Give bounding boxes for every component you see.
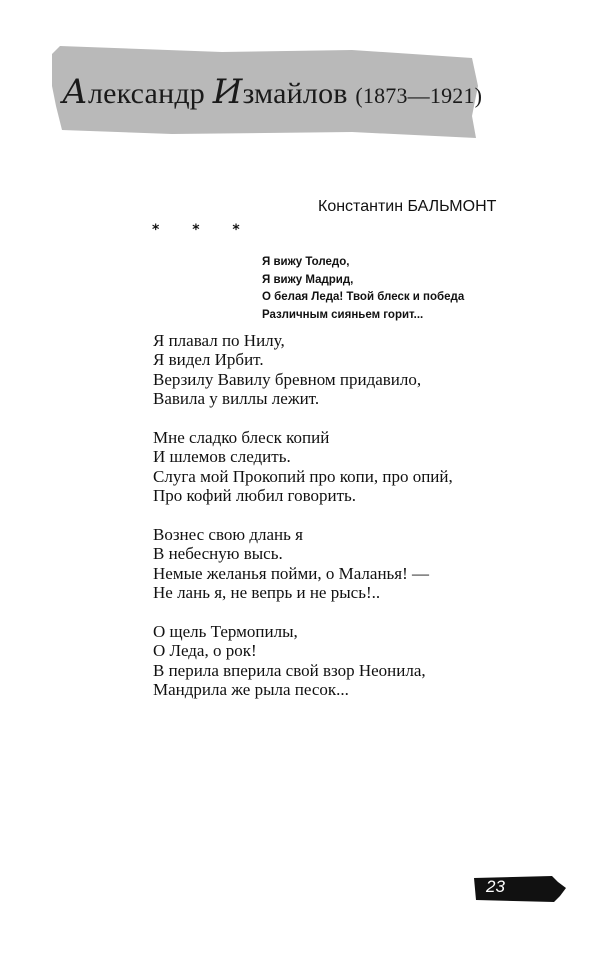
poem-line: Не лань я, не вепрь и не рысь!.. bbox=[153, 583, 381, 603]
epigraph-line: О белая Леда! Твой блеск и победа bbox=[262, 291, 465, 303]
author-last-rest: змайлов bbox=[242, 77, 356, 110]
poem-line: Мне сладко блеск копий bbox=[153, 428, 330, 448]
parodied-author: Константин БАЛЬМОНТ bbox=[318, 198, 497, 215]
stanza-2 bbox=[153, 428, 453, 506]
poem-line: Слуга мой Прокопий про копи, про опий, bbox=[153, 466, 453, 486]
author-last-initial: И bbox=[212, 72, 243, 112]
author-years: (1873—1921) bbox=[355, 83, 483, 108]
page-number: 23 bbox=[486, 877, 505, 896]
stanza-4 bbox=[153, 622, 453, 700]
poem-line: Мандрила же рыла песок... bbox=[153, 680, 349, 700]
poem-line: Вавила у виллы лежит. bbox=[153, 389, 320, 409]
asterisks-divider: * * * bbox=[152, 222, 254, 238]
poem-body bbox=[153, 331, 453, 719]
epigraph-line: Я вижу Толедо, bbox=[262, 256, 350, 268]
epigraph bbox=[262, 254, 464, 324]
author-title bbox=[62, 72, 482, 112]
poem-line: Я плавал по Нилу, bbox=[153, 331, 285, 350]
poem-line: Про кофий любил говорить. bbox=[153, 486, 357, 506]
author-first-rest: лександр bbox=[87, 77, 213, 110]
stanza-3 bbox=[153, 525, 453, 603]
poem-line: О щель Термопилы, bbox=[153, 622, 298, 642]
poem-line: Вознес свою длань я bbox=[153, 525, 303, 545]
poem-line: Немые желанья пойми, о Маланья! — bbox=[153, 563, 430, 583]
epigraph-line: Различным сияньем горит... bbox=[262, 308, 424, 321]
poem-line: Верзилу Вавилу бревном придавило, bbox=[153, 369, 422, 389]
poem-line: В перила вперила свой взор Неонила, bbox=[153, 660, 426, 680]
stanza-1 bbox=[153, 331, 453, 409]
poem-line: В небесную высь. bbox=[153, 544, 283, 564]
poem-line: О Леда, о рок! bbox=[153, 641, 257, 661]
epigraph-line: Я вижу Мадрид, bbox=[262, 273, 354, 286]
poem-line: И шлемов следить. bbox=[153, 447, 291, 467]
poem-line: Я видел Ирбит. bbox=[153, 350, 264, 370]
author-first-initial: А bbox=[62, 72, 88, 112]
